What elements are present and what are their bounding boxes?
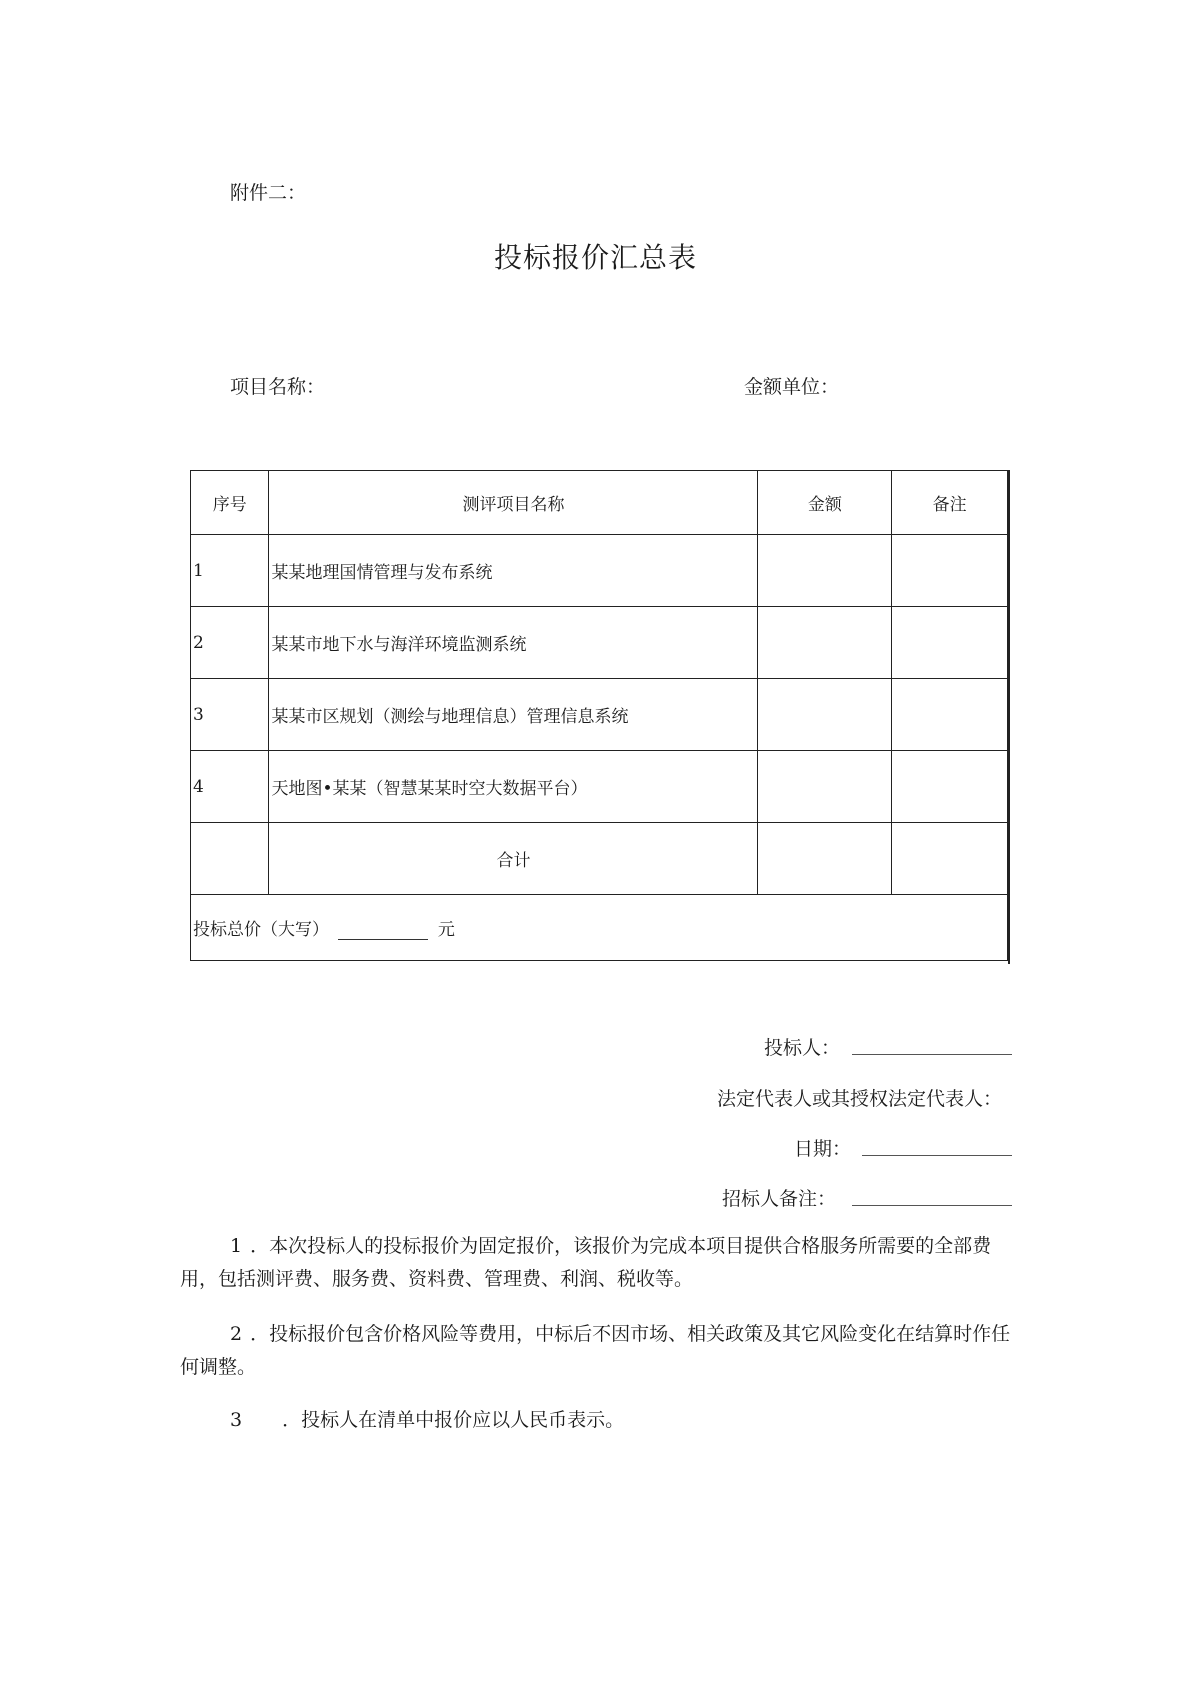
note-2-text: ．投标报价包含价格风险等费用，中标后不因市场、相关政策及其它风险变化在结算时作任何调整。 — [180, 1323, 1011, 1378]
row-remark-cell[interactable] — [892, 751, 1008, 823]
note-2 — [180, 1318, 1016, 1384]
row-no: 4 — [191, 751, 269, 823]
row-amount-cell[interactable] — [758, 679, 892, 751]
table-right-edge — [1008, 470, 1010, 964]
grand-total-row — [191, 895, 1008, 961]
date-label: 日期： — [794, 1138, 852, 1160]
note-1-number: 1 — [230, 1235, 243, 1257]
grand-total-blank[interactable] — [338, 921, 428, 940]
project-name-label: 项目名称： — [230, 376, 326, 398]
quote-summary-table — [190, 470, 1008, 961]
row-remark-cell[interactable] — [892, 535, 1008, 607]
row-no: 3 — [191, 679, 269, 751]
legal-rep-label: 法定代表人或其授权法定代表人： — [717, 1088, 1003, 1110]
row-amount-cell[interactable] — [758, 535, 892, 607]
attachment-label: 附件二： — [230, 182, 307, 204]
date-blank[interactable] — [862, 1155, 1012, 1156]
header-amount: 金额 — [758, 471, 892, 535]
tenderer-note-label: 招标人备注： — [722, 1188, 837, 1210]
grand-total-prefix: 投标总价（大写） — [193, 920, 329, 940]
row-item-name: 天地图•某某（智慧某某时空大数据平台） — [269, 751, 758, 823]
row-remark-cell[interactable] — [892, 607, 1008, 679]
row-amount-cell[interactable] — [758, 607, 892, 679]
amount-unit-label: 金额单位： — [744, 376, 840, 398]
bidder-blank[interactable] — [852, 1054, 1012, 1055]
tenderer-note-blank[interactable] — [852, 1205, 1012, 1206]
table-row — [191, 607, 1008, 679]
note-2-number: 2 — [230, 1323, 243, 1345]
row-item-name: 某某市地下水与海洋环境监测系统 — [269, 607, 758, 679]
note-1-text: ．本次投标人的投标报价为固定报价，该报价为完成本项目提供合格服务所需要的全部费用，包括测评费、服务费、资料费、管理费、利润、税收等。 — [180, 1235, 992, 1290]
row-no: 1 — [191, 535, 269, 607]
row-remark-cell[interactable] — [892, 679, 1008, 751]
row-amount-cell[interactable] — [758, 751, 892, 823]
table-row — [191, 751, 1008, 823]
total-label: 合计 — [269, 823, 758, 895]
note-3-number: 3 — [230, 1409, 243, 1431]
header-no: 序号 — [191, 471, 269, 535]
note-1 — [180, 1230, 1016, 1296]
row-item-name: 某某市区规划（测绘与地理信息）管理信息系统 — [269, 679, 758, 751]
row-no: 2 — [191, 607, 269, 679]
note-3 — [180, 1404, 1016, 1437]
total-amount-cell[interactable] — [758, 823, 892, 895]
total-no-cell — [191, 823, 269, 895]
note-3-text: ．投标人在清单中报价应以人民币表示。 — [282, 1409, 625, 1431]
header-remark: 备注 — [892, 471, 1008, 535]
table-row — [191, 535, 1008, 607]
grand-total-cell — [191, 895, 1008, 961]
row-item-name: 某某地理国情管理与发布系统 — [269, 535, 758, 607]
header-item-name: 测评项目名称 — [269, 471, 758, 535]
grand-total-suffix: 元 — [437, 920, 455, 940]
total-row — [191, 823, 1008, 895]
table-header-row — [191, 471, 1008, 535]
bidder-label: 投标人： — [764, 1037, 841, 1059]
total-remark-cell[interactable] — [892, 823, 1008, 895]
table-row — [191, 679, 1008, 751]
page-title: 投标报价汇总表 — [493, 241, 697, 274]
